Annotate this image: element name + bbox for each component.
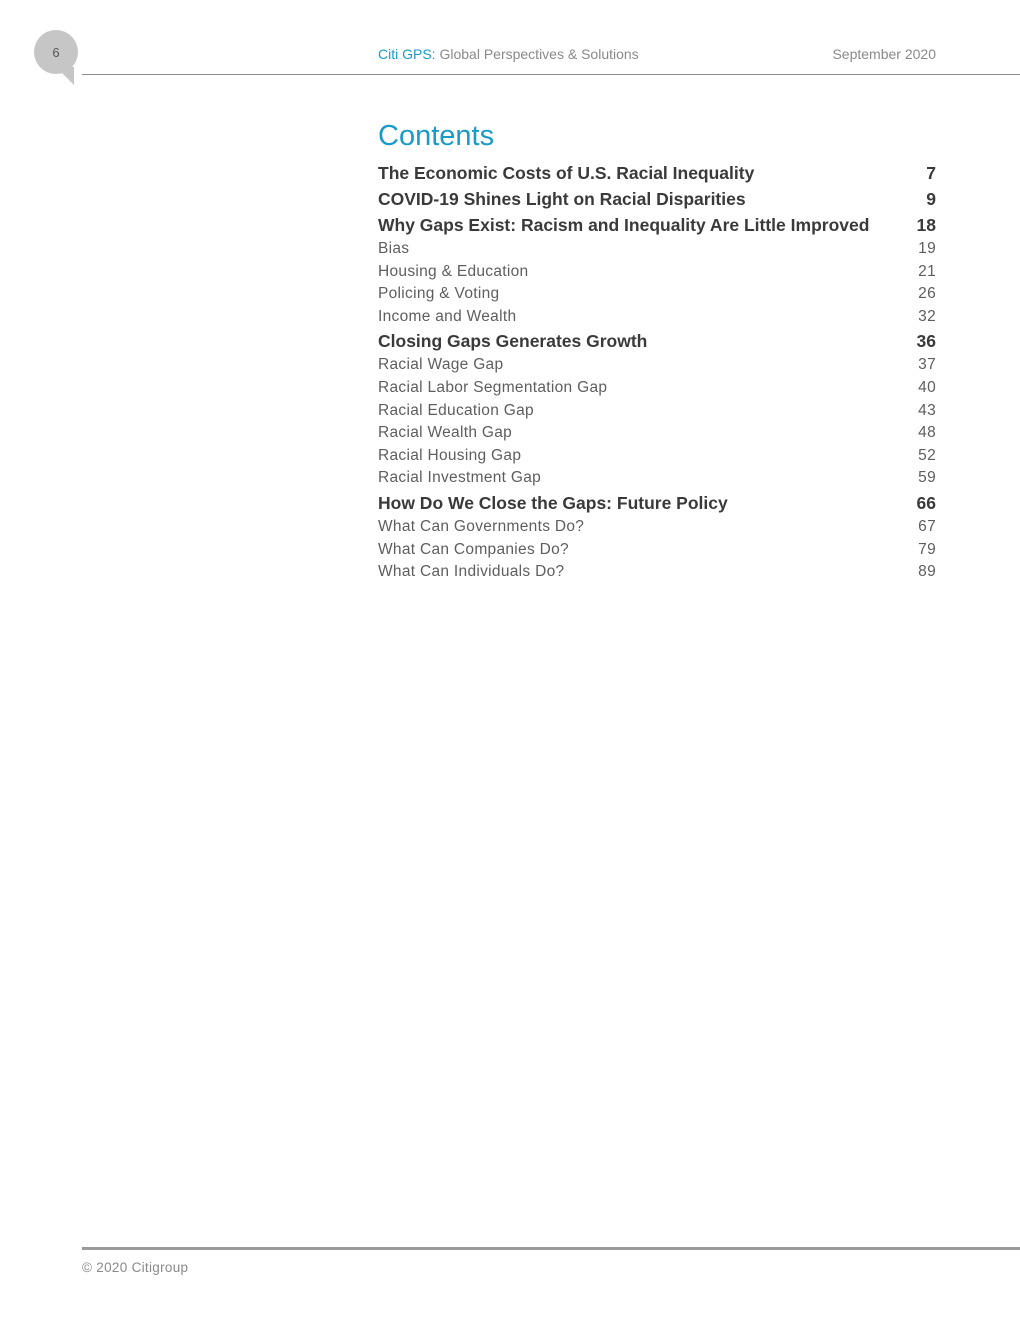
toc-subsection-entry[interactable] (378, 539, 936, 562)
toc-entry-label: How Do We Close the Gaps: Future Policy (378, 492, 728, 513)
footer-copyright: © 2020 Citigroup (82, 1260, 189, 1275)
toc-entry-page-number: 21 (918, 262, 936, 280)
toc-entry-page-number: 7 (926, 163, 936, 183)
page-badge-tail (56, 67, 74, 85)
toc-entry-page-number: 40 (918, 378, 936, 396)
toc-entry-page-number: 89 (918, 563, 936, 581)
toc-entry-page-number: 26 (918, 285, 936, 303)
toc-entry-page-number: 37 (918, 356, 936, 374)
toc-entry-label: Housing & Education (378, 262, 529, 280)
toc-entry-page-number: 48 (918, 424, 936, 442)
toc-section-entry[interactable] (378, 328, 936, 354)
header-brand (378, 46, 639, 62)
footer-divider (82, 1247, 1020, 1250)
brand-name: Citi GPS: (378, 46, 436, 62)
toc-entry-label: Bias (378, 240, 410, 257)
toc-entry-page-number: 59 (918, 469, 936, 487)
toc-section-entry[interactable] (378, 212, 936, 238)
toc-entry-page-number: 19 (918, 240, 936, 257)
toc-entry-page-number: 18 (916, 215, 936, 235)
toc-subsection-entry[interactable] (378, 306, 936, 329)
toc-subsection-entry[interactable] (378, 445, 936, 468)
toc-entry-label: COVID-19 Shines Light on Racial Disparities (378, 189, 746, 209)
header-divider (82, 74, 1020, 75)
toc-entry-label: Racial Housing Gap (378, 446, 522, 464)
page-number: 6 (52, 44, 60, 60)
toc-subsection-entry[interactable] (378, 238, 936, 261)
toc-entry-label: Racial Wage Gap (378, 356, 504, 374)
toc-entry-page-number: 52 (918, 446, 936, 464)
toc-subsection-entry[interactable] (378, 422, 936, 445)
toc-entry-page-number: 66 (916, 492, 936, 513)
toc-entry-label: Racial Labor Segmentation Gap (378, 378, 608, 396)
toc-entry-page-number: 79 (918, 540, 936, 558)
toc-entry-label: Racial Wealth Gap (378, 424, 513, 442)
toc-entry-label: Income and Wealth (378, 307, 517, 325)
toc-entry-label: What Can Individuals Do? (378, 563, 565, 581)
toc-entry-label: Racial Investment Gap (378, 469, 542, 487)
toc-entry-page-number: 67 (918, 517, 936, 535)
toc-entry-label: Policing & Voting (378, 285, 500, 303)
toc-section-entry[interactable] (378, 490, 936, 516)
toc-entry-page-number: 43 (918, 401, 936, 419)
toc-entry-label: What Can Governments Do? (378, 517, 585, 535)
toc-subsection-entry[interactable] (378, 516, 936, 539)
toc-entry-label: The Economic Costs of U.S. Racial Inequality (378, 163, 755, 183)
table-of-contents (378, 160, 936, 584)
toc-section-entry[interactable] (378, 186, 936, 212)
toc-subsection-entry[interactable] (378, 261, 936, 284)
toc-section-entry[interactable] (378, 160, 936, 186)
toc-subsection-entry[interactable] (378, 377, 936, 400)
toc-subsection-entry[interactable] (378, 400, 936, 423)
toc-entry-label: Closing Gaps Generates Growth (378, 331, 648, 352)
toc-entry-page-number: 9 (926, 189, 936, 209)
toc-entry-page-number: 36 (916, 331, 936, 352)
toc-subsection-entry[interactable] (378, 283, 936, 306)
toc-subsection-entry[interactable] (378, 354, 936, 377)
toc-entry-label: Why Gaps Exist: Racism and Inequality Are Little Improved (378, 215, 870, 235)
toc-subsection-entry[interactable] (378, 561, 936, 584)
toc-entry-label: Racial Education Gap (378, 401, 534, 419)
header-date: September 2020 (832, 46, 936, 62)
brand-tagline: Global Perspectives & Solutions (439, 46, 639, 62)
toc-entry-page-number: 32 (918, 307, 936, 325)
toc-subsection-entry[interactable] (378, 467, 936, 490)
toc-entry-label: What Can Companies Do? (378, 540, 569, 558)
contents-title: Contents (378, 120, 495, 152)
